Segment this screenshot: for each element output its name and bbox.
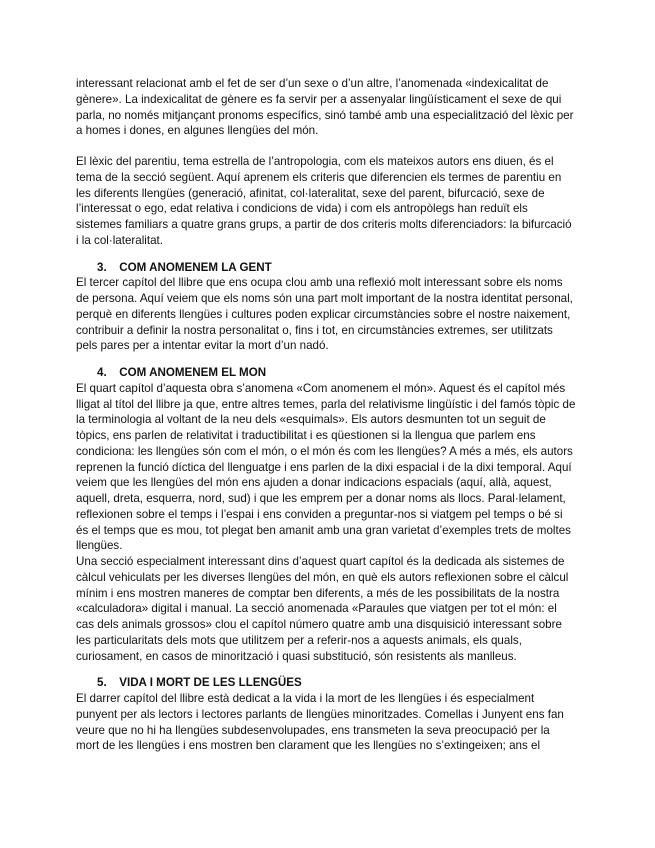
- section-heading-4: [97, 365, 576, 381]
- paragraph-counting-systems: Una secció especialment interessant dins d’aquest quart capítol és la dedicada als sistemes de càlcul vehiculats per les diverses llengües del món, en què els autors reflexionen sobre el càlcul mínim i ens mostren maneres de comptar ben diferents, a més de les possibilitats de la nostra «calculadora» digital i manual. La secció anomenada «Paraules que viatgen per tot el món: el cas dels animals grossos» clou el capítol número quatre amb una disquisició interessant sobre les particularitats dels mots que utilitzem per a referir-nos a aquests animals, els quals, curiosament, en casos de minorització i quasi substitució, són resistents als manlleus.: [76, 555, 569, 663]
- section-number: 5.: [97, 676, 107, 690]
- section-title: COM ANOMENEM LA GENT: [119, 260, 272, 274]
- section-heading-3: [97, 260, 576, 276]
- section-heading-5: [97, 675, 576, 691]
- section-title: COM ANOMENEM EL MON: [119, 366, 267, 379]
- paragraph-kinship-lexicon: El lèxic del parentiu, tema estrella de l’antropologia, com els mateixos autors ens diuen, és el tema de la secció següent. Aquí aprenem els criteris que diferencien els termes de parentiu en les diferents llengües (generació, afinitat, col·lateralitat, sexe del parent, bifurcació, sexe de l’interessat o ego, edat relativa i condicions de vida) i com els antropòlegs han reduït els sistemes familiars a quatre grans grups, a partir de dos criteris molts diferenciadors: la bifurcació i la col·lateralitat.: [76, 155, 572, 247]
- section-number: 4.: [97, 366, 107, 379]
- document-page: [76, 76, 576, 754]
- section-number: 3.: [97, 260, 107, 274]
- paragraph-language-life-death: El darrer capítol del llibre està dedicat a la vida i la mort de les llengües i és especialment punyent per als lectors i lectores parlants de llengües minoritzades. Comellas i Junyent ens fan veure que no hi ha llengües subdesenvolupades, ens transmeten la seva preocupació per la mort de les llengües i ens mostren ben clarament que les llengües no s’extingeixen; ans el: [76, 692, 564, 753]
- paragraph-person-names: El tercer capítol del llibre que ens ocupa clou amb una reflexió molt interessant sobre els noms de persona. Aquí veiem que els noms són una part molt important de la nostra identitat personal, perquè en diferents llengües i cultures poden explicar circumstàncies sobre el nostre naixement, contribuir a definir la nostra personalitat o, fins i tot, en circumstàncies extremes, ser utilitzats pels pares per a intentar evitar la mort d’un nadó.: [76, 276, 573, 353]
- section-title: VIDA I MORT DE LES LLENGÜES: [119, 676, 302, 690]
- paragraph-naming-the-world: El quart capítol d’aquesta obra s’anomena «Com anomenem el món». Aquest és el capítol més lligat al títol del llibre ja que, entre altres temes, parla del relativisme lingüístic i del famós tòpic de la terminologia al voltant de la neu dels «esquimals». Els autors desmunten tot un seguit de tòpics, ens parlen de relativitat i traductibilitat i es qüestionen si la llengua que parlem ens condiciona: les llengües són com el món, o el món és com les llengües? A més a més, els autors reprenen la funció díctica del llenguatge i ens parlen de la dixi espacial i de la dixi temporal. Aquí veiem que les llengües del món ens ajuden a donar indicacions espacials (aquí, allà, aquest, aquell, dreta, esquerra, nord, sud) i que les emprem per a donar noms als llocs. Paral·lelament, reflexionen sobre el temps i l’espai i ens conviden a preguntar-nos si viatgem pel temps o bé si és el temps que es mou, tot plegat ben amanit amb una gran varietat d’exemples trets de moltes llengües.: [76, 381, 576, 553]
- paragraph-gender-indexicality: interessant relacionat amb el fet de ser d’un sexe o d’un altre, l’anomenada «indexicalitat de gènere». La indexicalitat de gènere es fa servir per a assenyalar lingüísticament el sexe de qui parla, no només mitjançant pronoms específics, sinó també amb una especialització del lèxic per a homes i dones, en algunes llengües del món.: [76, 77, 574, 138]
